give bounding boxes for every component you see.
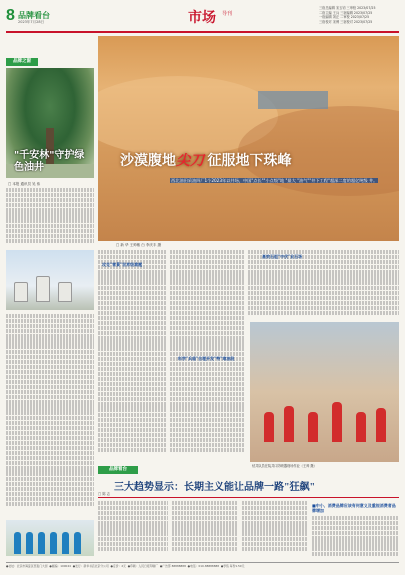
- editor-line: 三宿总编辑 宋玉钧 三审校 2023/07/25: [319, 6, 376, 10]
- desert-hero-photo: [98, 36, 399, 241]
- photo-caption: 钻井队员在装井口防喷器现场作业（王帅 摄）: [252, 464, 317, 468]
- section-name: 品牌看台: [18, 11, 50, 20]
- middle-byline: □ 新 华 王帅敏 白 李庆丰 摄: [116, 243, 161, 247]
- footer-item: ●广告部 88888888: [159, 564, 186, 568]
- bottom-byline: □ 陈 志: [98, 492, 111, 496]
- left-body-text-2: [6, 314, 94, 516]
- oil-tanks-photo: [6, 250, 94, 310]
- footer-item: ●社址：北京市海淀区西直门大街: [6, 564, 48, 568]
- issue-date: 2023年7月28日: [18, 20, 45, 24]
- subheading-1: 攻克"雪景"世界级难题: [102, 262, 143, 267]
- oil-rig: [258, 91, 328, 109]
- hero-headline: 沙漠腹地尖刀 征服地下珠峰: [120, 154, 292, 169]
- footer-item: ●邮编：100044: [49, 564, 71, 568]
- footer-item: ●电话：010-88888888: [187, 564, 220, 568]
- subheading-2: 科学"兵临"合理开发"特"难油段: [178, 356, 235, 361]
- bottom-rule: [98, 497, 399, 498]
- left-section-tag: 品牌之窗: [6, 58, 38, 66]
- masthead-subtitle: 导刊: [222, 11, 233, 17]
- editor-info: [319, 6, 399, 24]
- page-footer: [6, 562, 399, 570]
- left-byline: □ 本报 通讯员 吴 伟: [8, 182, 41, 186]
- editor-line: 一宿编辑 刘正 二审校 2023/07/25: [319, 15, 370, 19]
- left-article-title: "千安林"守护绿色油井: [14, 150, 85, 173]
- page-number: 8: [6, 7, 15, 24]
- subheading-3: 高效石组"中伏"业石场: [262, 254, 303, 259]
- page-header: [6, 6, 399, 30]
- mid-col-1: [98, 250, 166, 462]
- bottom-col-2: [172, 501, 238, 557]
- footer-item: ●定价：2元: [110, 564, 126, 568]
- bottom-section-tag: 品牌看台: [98, 466, 138, 474]
- left-body-text: [6, 188, 94, 248]
- hero-caption: 西北油田采油四厂1个2023年以井场，中国"点长""小点级"地 "最大 "油气""井下工程"超深二度的超亿吨级 井。: [171, 178, 378, 183]
- footer-item: ●印刷：人民日报印刷厂: [127, 564, 159, 568]
- sidebar-box-title: ■中小、消费品牌应该有何意义及重视消费者品牌增加: [312, 503, 396, 513]
- bottom-col-4: [312, 516, 399, 558]
- masthead-logo: 市场: [188, 11, 216, 26]
- header-rule: [6, 31, 399, 33]
- bottom-headline: 三大趋势显示：长期主义能让品牌一路"狂飙": [114, 482, 316, 493]
- bottom-col-1: [98, 501, 168, 557]
- workers-photo: [6, 520, 94, 556]
- editor-line: 二宿主编 王兵 三宿编辑 2023/07/25: [319, 10, 373, 15]
- right-col-text: [248, 250, 399, 320]
- editor-line: 三宿校对 宋博 三宿校对 2023/07/25: [319, 19, 373, 24]
- footer-item: ●零售 每份1.50元: [220, 564, 245, 568]
- bottom-col-3: [242, 501, 308, 557]
- footer-item: ●发行：新华书店北京分公司: [72, 564, 109, 568]
- drilling-crew-photo: [250, 322, 399, 462]
